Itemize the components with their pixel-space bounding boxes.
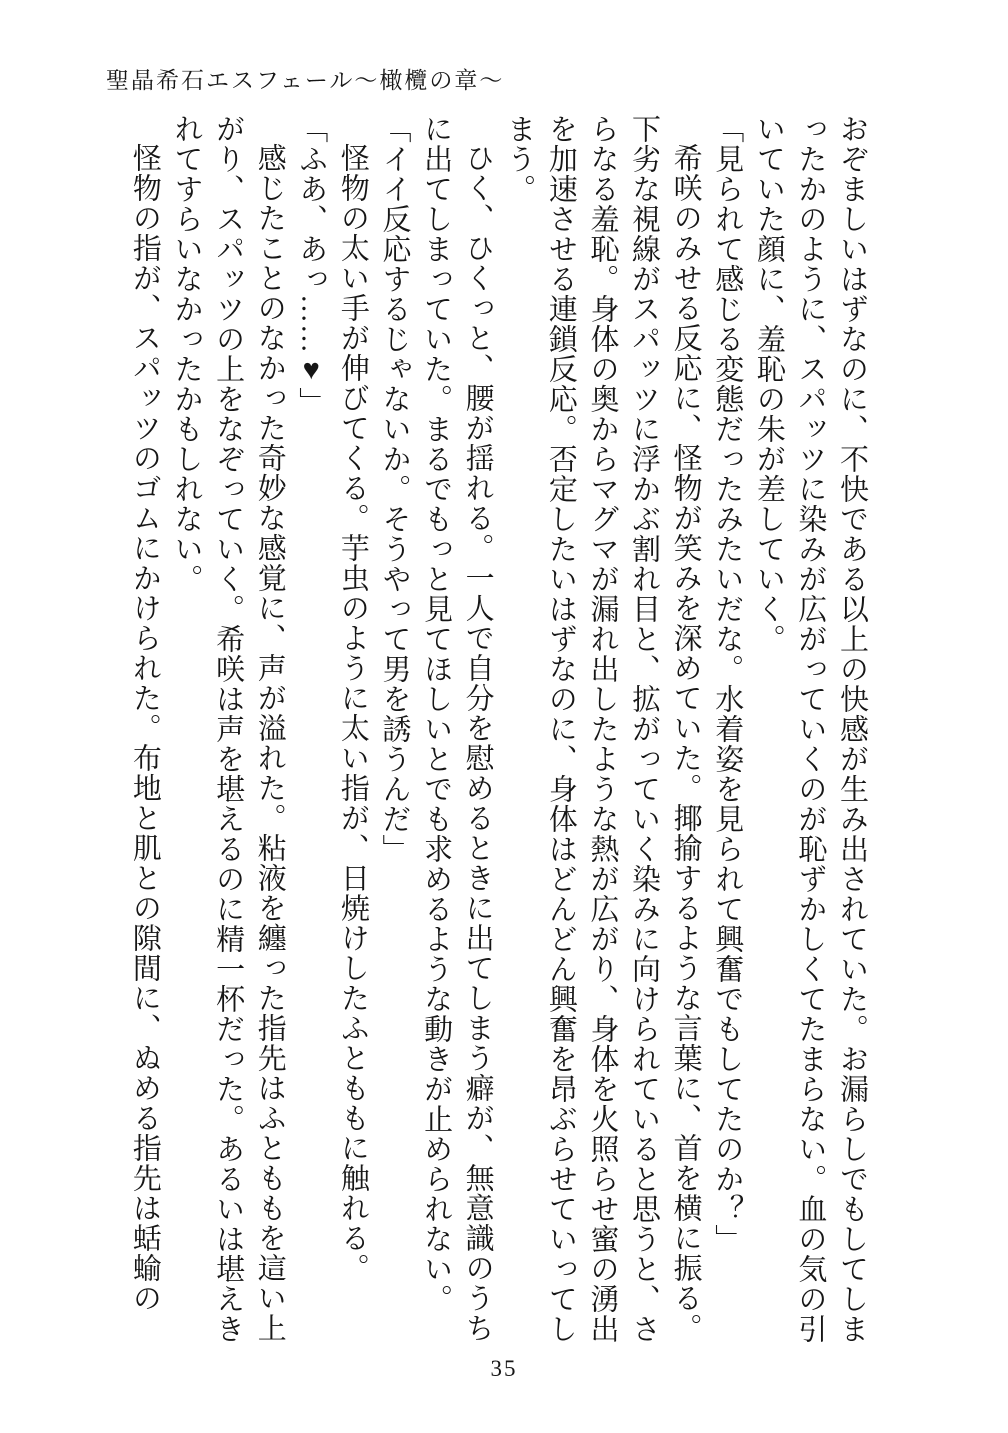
dialogue-paragraph: 「見られて感じる変態だったみたいだな。水着姿を見られて興奮でもしてたのか？」 (711, 114, 744, 1254)
narrative-paragraph: ひく、ひくっと、腰が揺れる。一人で自分を慰めるときに出てしまう癖が、無意識のうちに出てしまっていた。まるでもっと見てほしいとでも求めるような動きが止められない。 (420, 114, 494, 1343)
narrative-paragraph: おぞましいはずなのに、不快である以上の快感が生み出されていた。お漏らしでもしてしまったかのように、スパッツに染みが広がっていくのが恥ずかしくてたまらない。血の気の引いていた顔に、羞恥の朱が差していく。 (752, 114, 868, 1344)
dialogue-paragraph: 「イイ反応するじゃないか。そうやって男を誘うんだ」 (378, 114, 411, 864)
narrative-paragraph: 怪物の太い手が伸びてくる。芋虫のように太い指が、日焼けしたふとももに触れる。 (336, 143, 369, 1283)
narrative-paragraph: 感じたことのなかった奇妙な感覚に、声が溢れた。粘液を纏った指先はふとももを這い上がり、スパッツの上をなぞっていく。希咲は声を堪えるのに精一杯だった。あるいは堪えきれてすらいなかったかもしれない。 (170, 114, 286, 1344)
page-number: 35 (490, 1356, 518, 1381)
body-text (123, 114, 872, 1358)
narrative-paragraph: 希咲のみせる反応に、怪物が笑みを深めていた。揶揄するような言葉に、首を横に振る。下劣な視線がスパッツに浮かぶ割れ目と、拡がっていく染みに向けられていると思うと、さらなる羞恥。身体の奥からマグマが漏れ出したような熱が広がり、身体を火照らせ蜜の湧出を加速させる連鎖反応。否定したいはずなのに、身体はどんどん興奮を昂ぶらせていってしまう。 (503, 114, 702, 1344)
dialogue-paragraph: 「ふあ、あっ……♥」 (295, 114, 328, 417)
narrative-paragraph: 怪物の指が、スパッツのゴムにかけられた。布地と肌との隙間に、ぬめる指先は蛞蝓の (128, 143, 161, 1313)
running-header-title: 聖晶希石エスフェール～橄欖の章～ (106, 68, 505, 93)
